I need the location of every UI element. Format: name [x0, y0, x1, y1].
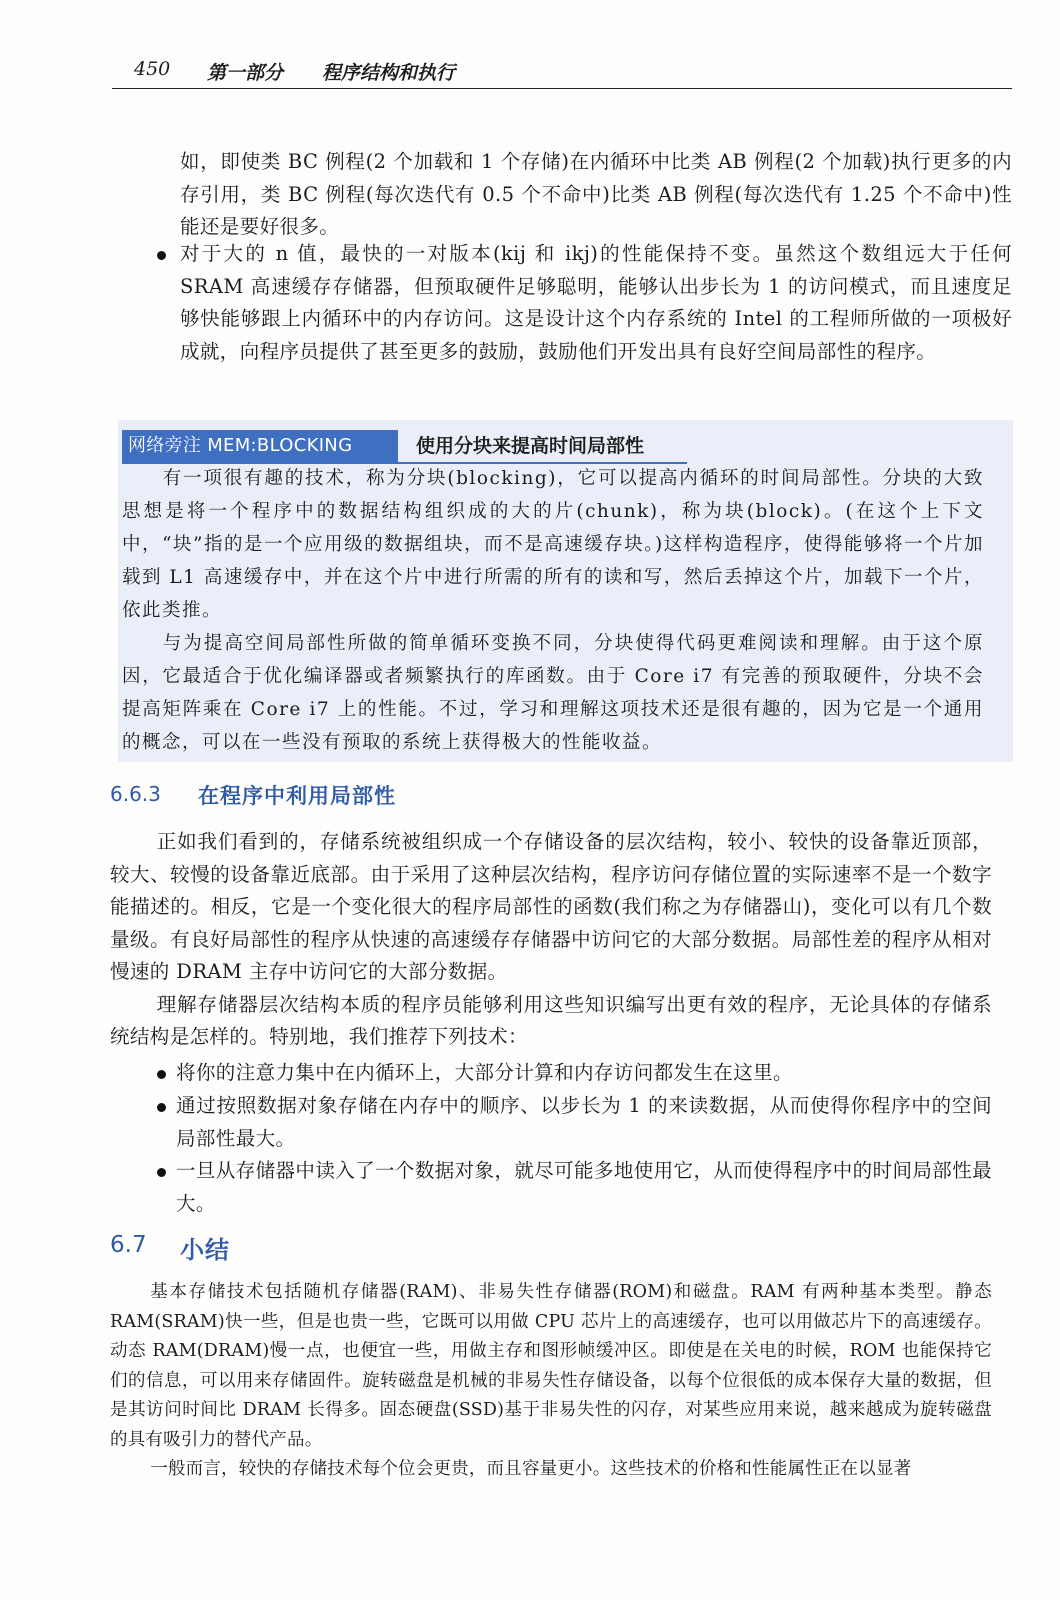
list-item — [176, 1090, 992, 1155]
page-number: 450 — [134, 58, 171, 80]
bullet-dot — [157, 1070, 166, 1079]
continuation-text: 如，即使类 BC 例程(2 个加载和 1 个存储)在内循环中比类 AB 例程(2 个加载)执行更多的内存引用，类 BC 例程(每次迭代有 0.5 个不命中)比类 AB 例程(每次迭代有 1.25 个不命中)性能还是要好很多。 — [180, 150, 1012, 238]
section-title: 小结 — [180, 1236, 230, 1264]
summary-body — [110, 1278, 992, 1485]
list-item — [176, 1155, 992, 1220]
running-header — [112, 58, 1012, 89]
bullet-dot — [157, 1103, 166, 1112]
web-aside-title: 使用分块来提高时间局部性 — [416, 435, 645, 457]
section-paragraph-1: 正如我们看到的，存储系统被组织成一个存储设备的层次结构，较小、较快的设备靠近顶部，较大、较慢的设备靠近底部。由于采用了这种层次结构，程序访问存储位置的实际速率不是一个数字能描述的。相反，它是一个变化很大的程序局部性的函数(我们称之为存储器山)，变化可以有几个数量级。有良好局部性的程序从快速的高速缓存存储器中访问它的大部分数据。局部性差的程序从相对慢速的 DRAM 主存中访问它的大部分数据。 — [110, 830, 992, 983]
section-paragraph-2: 理解存储器层次结构本质的程序员能够利用这些知识编写出更有效的程序，无论具体的存储系统结构是怎样的。特别地，我们推荐下列技术： — [110, 992, 992, 1048]
bullet-text: 对于大的 n 值，最快的一对版本(kij 和 ikj)的性能保持不变。虽然这个数组远大于任何 SRAM 高速缓存存储器，但预取硬件足够聪明，能够认出步长为 1 的访问模式，而且速度足够快能够跟上内循环中的内存访问。这是设计这个内存系统的 Intel 的工程师所做的一项极好成就，向程序员提供了甚至更多的鼓励，鼓励他们开发出具有良好空间局部性的程序。 — [180, 242, 1012, 363]
list-item-text: 一旦从存储器中读入了一个数据对象，就尽可能多地使用它，从而使得程序中的时间局部性最大。 — [176, 1159, 992, 1215]
section-body — [110, 826, 992, 1054]
web-aside-tag: 网络旁注 MEM:BLOCKING — [122, 430, 398, 462]
web-aside-paragraph-2: 与为提高空间局部性所做的简单循环变换不同，分块使得代码更难阅读和理解。由于这个原因，它最适合于优化编译器或者频繁执行的库函数。由于 Core i7 有完善的预取硬件，分块不会提高矩阵乘在 Core i7 上的性能。不过，学习和理解这项技术还是很有趣的，因为它是一个通用的概念，可以在一些没有预取的系统上获得极大的性能收益。 — [122, 633, 984, 753]
web-aside-paragraph-1: 有一项很有趣的技术，称为分块(blocking)，它可以提高内循环的时间局部性。分块的大致思想是将一个程序中的数据结构组织成的大的片(chunk)，称为块(block)。(在这个上下文中，“块”指的是一个应用级的数据组块，而不是高速缓存块。)这样构造程序，使得能够将一个片加载到 L1 高速缓存中，并在这个片中进行所需的所有的读和写，然后丢掉这个片，加载下一个片，依此类推。 — [122, 468, 984, 621]
continuation-paragraph — [180, 146, 1012, 244]
bullet-dot — [157, 251, 166, 260]
summary-paragraph-1: 基本存储技术包括随机存储器(RAM)、非易失性存储器(ROM)和磁盘。RAM 有两种基本类型。静态 RAM(SRAM)快一些，但是也贵一些，它既可以用做 CPU 芯片上的高速缓存，也可以用做芯片下的高速缓存。动态 RAM(DRAM)慢一点，也便宜一些，用做主存和图形帧缓冲区。即使是在关电的时候，ROM 也能保持它们的信息，可以用来存储固件。旋转磁盘是机械的非易失性存储设备，以每个位很低的成本保存大量的数据，但是其访问时间比 DRAM 长得多。固态硬盘(SSD)基于非易失性的闪存，对某些应用来说，越来越成为旋转磁盘的具有吸引力的替代产品。 — [110, 1282, 992, 1450]
web-aside-body — [122, 462, 984, 759]
summary-paragraph-2: 一般而言，较快的存储技术每个位会更贵，而且容量更小。这些技术的价格和性能属性正在以显著 — [150, 1459, 912, 1479]
section-number: 6.7 — [110, 1232, 147, 1258]
section-number: 6.6.3 — [110, 782, 161, 806]
list-item-text: 通过按照数据对象存储在内存中的顺序、以步长为 1 的来读数据，从而使得你程序中的空间局部性最大。 — [176, 1094, 992, 1150]
list-item — [176, 1057, 992, 1090]
bullet-dot — [157, 1168, 166, 1177]
bullet-paragraph — [180, 238, 1012, 368]
list-item-text: 将你的注意力集中在内循环上，大部分计算和内存访问都发生在这里。 — [176, 1061, 793, 1084]
chapter-label: 程序结构和执行 — [322, 62, 456, 84]
part-label: 第一部分 — [207, 62, 284, 84]
section-title: 在程序中利用局部性 — [198, 784, 396, 808]
